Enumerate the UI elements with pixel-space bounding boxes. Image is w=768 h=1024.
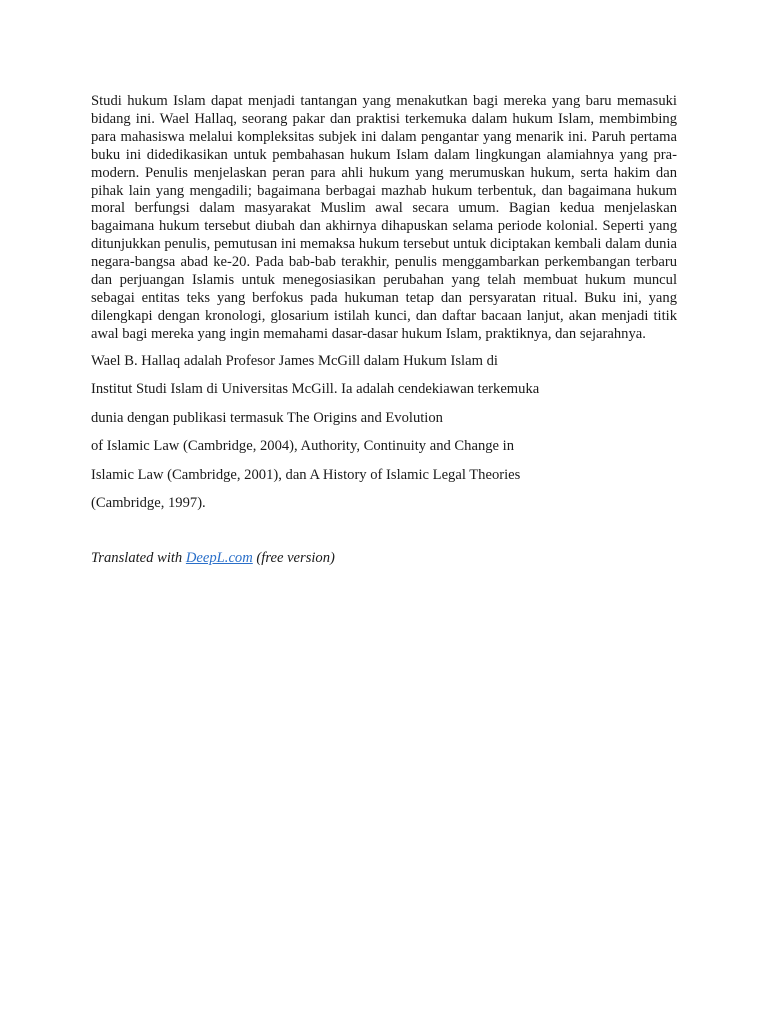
translation-credit-prefix: Translated with [91,550,186,567]
translation-credit [91,550,677,568]
author-bio-line: of Islamic Law (Cambridge, 2004), Authority, Continuity and Change in [91,438,515,455]
description-paragraph: Studi hukum Islam dapat menjadi tantangan yang menakutkan bagi mereka yang baru memasuki bidang ini. Wael Hallaq, seorang pakar dan praktisi terkemuka dalam hukum Islam, membimbing para mahasiswa melalui kompleksitas subjek ini dalam pengantar yang menarik ini. Paruh pertama buku ini didedikasikan untuk pembahasan hukum Islam dalam lingkungan alamiahnya yang pra-modern. Penulis menjelaskan peran para ahli hukum yang merumuskan hukum, serta hakim dan pihak lain yang mengadili; bagaimana berbagai mazhab hukum terbentuk, dan bagaimana hukum moral berfungsi dalam masyarakat Muslim awal secara umum. Bagian kedua menjelaskan bagaimana hukum tersebut diubah dan akhirnya dihapuskan selama periode kolonial. Seperti yang ditunjukkan penulis, pemutusan ini memaksa hukum tersebut untuk diciptakan kembali dalam dunia negara-bangsa abad ke-20. Pada bab-bab terakhir, penulis menggambarkan perkembangan terbaru dan perjuangan Islamis untuk menegosiasikan perubahan yang telah membuat hukum muncul sebagai entitas teks yang berfokus pada hukuman tetap dan persyaratan ritual. Buku ini, yang dilengkapi dengan kronologi, glosarium istilah kunci, dan daftar bacaan lanjut, akan menjadi titik awal bagi mereka yang ingin memahami dasar-dasar hukum Islam, praktiknya, dan sejarahnya. [91,93,677,342]
translation-credit-suffix: (free version) [252,550,335,567]
author-bio-line: dunia dengan publikasi termasuk The Origins and Evolution [91,409,443,426]
deepl-link[interactable]: DeepL.com [185,550,253,567]
author-bio-line: Islamic Law (Cambridge, 2001), dan A History of Islamic Legal Theories [91,466,521,483]
document-page [91,93,677,568]
author-bio-line: Institut Studi Islam di Universitas McGill. Ia adalah cendekiawan terkemuka [91,381,540,398]
author-bio [91,353,677,513]
author-bio-line: Wael B. Hallaq adalah Profesor James McGill dalam Hukum Islam di [91,352,498,369]
author-bio-line: (Cambridge, 1997). [91,495,206,512]
